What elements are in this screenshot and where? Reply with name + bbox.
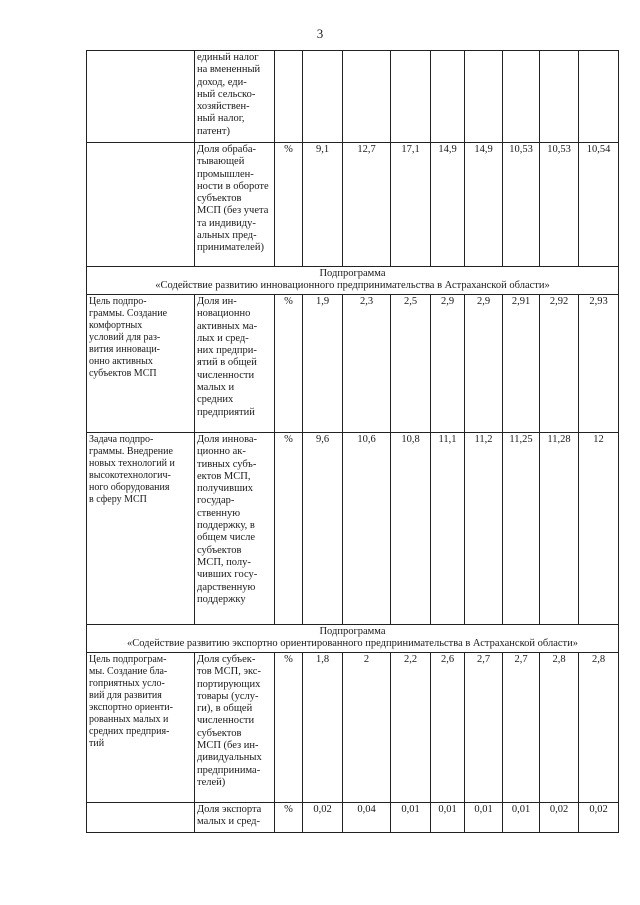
indicator-cell: Доля экспорта малых и сред- bbox=[195, 803, 275, 833]
goal-cell bbox=[87, 51, 195, 143]
value-cell: 17,1 bbox=[391, 143, 431, 267]
value-cell: 14,9 bbox=[465, 143, 503, 267]
value-cell: 2,8 bbox=[579, 653, 619, 803]
indicator-cell: Доля обраба- тывающей промышлен- ности в обороте субъектов МСП (без учета та индивиду- альных пред- принимателей) bbox=[195, 143, 275, 267]
value-cell: 10,6 bbox=[343, 433, 391, 625]
value-cell: 2,8 bbox=[540, 653, 579, 803]
table-row bbox=[87, 295, 619, 433]
page-number: 3 bbox=[316, 26, 324, 41]
value-cell: 14,9 bbox=[431, 143, 465, 267]
value-cell: 0,02 bbox=[540, 803, 579, 833]
indicator-cell: единый налог на вмененный доход, еди- ный сельско- хозяйствен- ный налог, патент) bbox=[195, 51, 275, 143]
value-cell: 11,1 bbox=[431, 433, 465, 625]
unit-cell: % bbox=[275, 433, 303, 625]
unit-cell: % bbox=[275, 653, 303, 803]
indicator-cell: Доля субъек- тов МСП, экс- портирующих товары (услу- ги), в общей численности субъектов МСП (без ин- дивидуальных предпринима- телей) bbox=[195, 653, 275, 803]
value-cell: 2,93 bbox=[579, 295, 619, 433]
value-cell: 2,7 bbox=[503, 653, 540, 803]
unit-cell: % bbox=[275, 295, 303, 433]
unit-cell: % bbox=[275, 803, 303, 833]
value-cell: 0,02 bbox=[303, 803, 343, 833]
value-cell: 0,04 bbox=[343, 803, 391, 833]
value-cell: 10,54 bbox=[579, 143, 619, 267]
goal-cell: Задача подпро- граммы. Внедрение новых технологий и высокотехнологич- ного оборудования в сферу МСП bbox=[87, 433, 195, 625]
value-cell: 11,25 bbox=[503, 433, 540, 625]
subprogram-title: Подпрограмма bbox=[319, 626, 386, 637]
goal-cell bbox=[87, 143, 195, 267]
value-cell: 2 bbox=[343, 653, 391, 803]
value-cell: 2,5 bbox=[391, 295, 431, 433]
value-cell: 0,01 bbox=[465, 803, 503, 833]
value-cell: 0,01 bbox=[503, 803, 540, 833]
unit-cell: % bbox=[275, 143, 303, 267]
value-cell: 2,3 bbox=[343, 295, 391, 433]
subprogram-header bbox=[87, 267, 619, 295]
value-cell: 2,9 bbox=[465, 295, 503, 433]
unit-cell bbox=[275, 51, 303, 143]
value-cell: 0,02 bbox=[579, 803, 619, 833]
value-cell: 12 bbox=[579, 433, 619, 625]
value-cell: 2,9 bbox=[431, 295, 465, 433]
value-cell: 11,2 bbox=[465, 433, 503, 625]
subprogram-header bbox=[87, 625, 619, 653]
table-row bbox=[87, 433, 619, 625]
value-cell: 2,92 bbox=[540, 295, 579, 433]
value-cell: 1,9 bbox=[303, 295, 343, 433]
table-row bbox=[87, 143, 619, 267]
indicator-cell: Доля иннова- ционно ак- тивных субъ- ектов МСП, получивших государ- ственную поддержку, в общем числе субъектов МСП, полу- чивших госу- дарственную поддержку bbox=[195, 433, 275, 625]
value-cell: 11,28 bbox=[540, 433, 579, 625]
value-cell: 9,6 bbox=[303, 433, 343, 625]
subprogram-name: «Содействие развитию инновационного предпринимательства в Астраханской области» bbox=[155, 280, 550, 292]
goal-cell: Цель подпро- граммы. Создание комфортных условий для раз- вития инноваци- онно активных субъектов МСП bbox=[87, 295, 195, 433]
value-cell: 12,7 bbox=[343, 143, 391, 267]
table-row bbox=[87, 803, 619, 833]
value-cell: 0,01 bbox=[391, 803, 431, 833]
goal-cell: Цель подпрограм- мы. Создание бла- гоприятных усло- вий для развития экспортно ориенти- рованных малых и средних предприя- тий bbox=[87, 653, 195, 803]
value-cell: 10,8 bbox=[391, 433, 431, 625]
value-cell: 2,91 bbox=[503, 295, 540, 433]
indicators-table bbox=[86, 50, 619, 833]
value-cell: 1,8 bbox=[303, 653, 343, 803]
value-cell: 10,53 bbox=[540, 143, 579, 267]
indicator-cell: Доля ин- новационно активных ма- лых и сред- них предпри- ятий в общей численности малых и средних предприятий bbox=[195, 295, 275, 433]
goal-cell bbox=[87, 803, 195, 833]
value-cell: 2,2 bbox=[391, 653, 431, 803]
value-cell: 2,7 bbox=[465, 653, 503, 803]
table-row bbox=[87, 51, 619, 143]
table-row bbox=[87, 653, 619, 803]
subprogram-name: «Содействие развитию экспортно ориентированного предпринимательства в Астраханской области» bbox=[126, 638, 579, 650]
value-cell: 10,53 bbox=[503, 143, 540, 267]
subprogram-title: Подпрограмма bbox=[319, 268, 386, 279]
value-cell: 9,1 bbox=[303, 143, 343, 267]
value-cell: 0,01 bbox=[431, 803, 465, 833]
value-cell: 2,6 bbox=[431, 653, 465, 803]
